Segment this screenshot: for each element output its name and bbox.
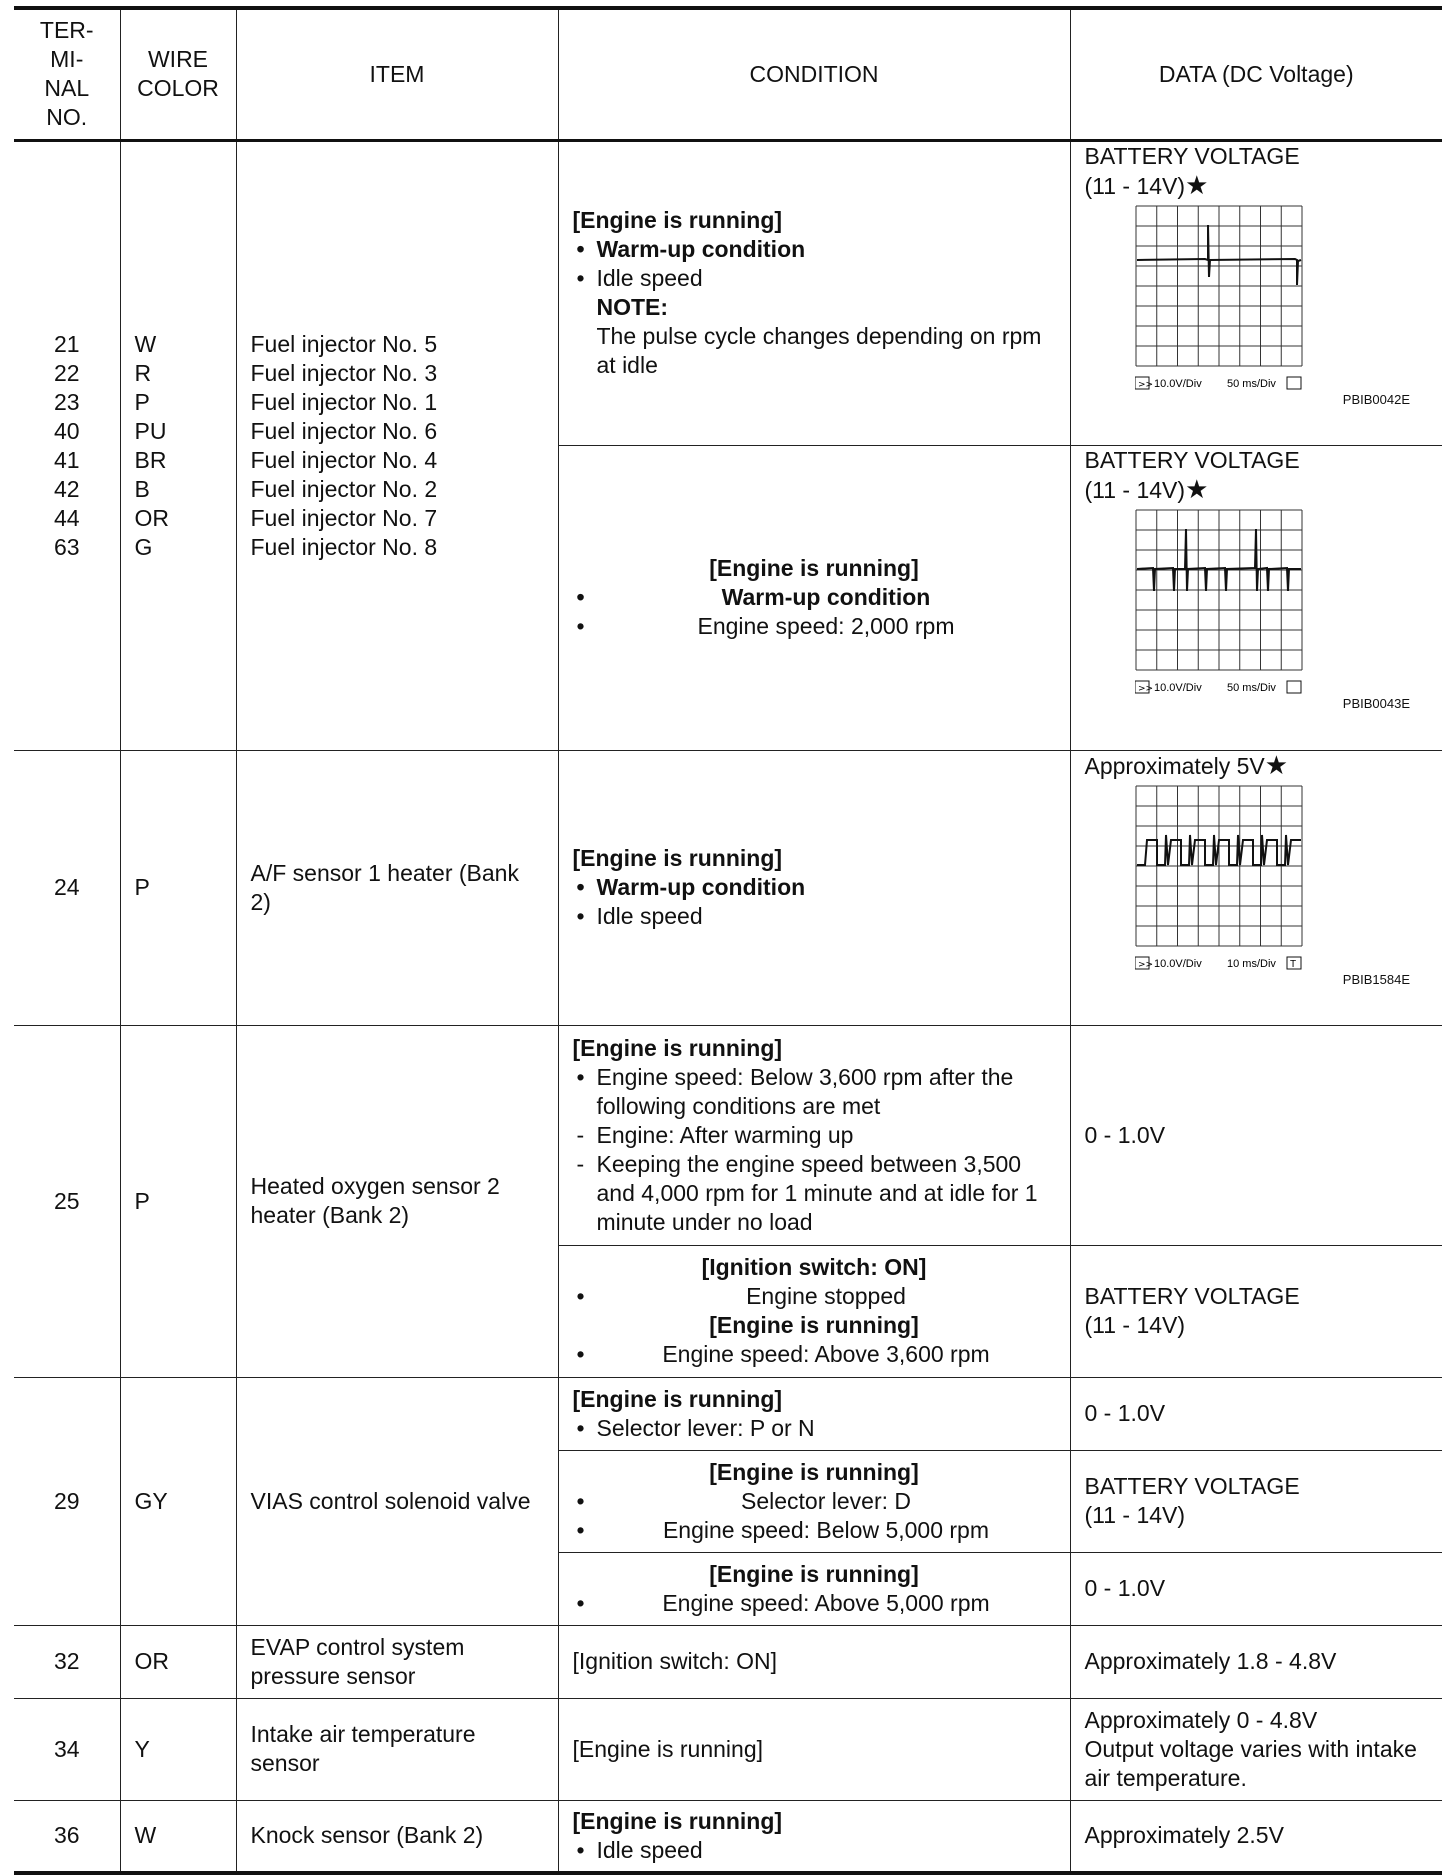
oscilloscope-injector-2000	[1085, 509, 1429, 694]
cell-wire: W	[120, 1800, 236, 1873]
cell-terminal-injectors: 21 22 23 40 41 42 44 63	[14, 140, 120, 750]
cell-item: VIAS control solenoid valve	[236, 1377, 558, 1625]
cell-condition: [Engine is running] • Idle speed	[558, 1800, 1070, 1873]
cell-data: BATTERY VOLTAGE (11 - 14V)	[1070, 1245, 1442, 1377]
cell-item: EVAP control system pressure sensor	[236, 1625, 558, 1698]
cell-wire-injectors: W R P PU BR B OR G	[120, 140, 236, 750]
header-wire-color: WIRE COLOR	[120, 8, 236, 140]
cell-data: 0 - 1.0V	[1070, 1025, 1442, 1245]
scope-trigger-label: T	[1289, 958, 1296, 970]
cell-condition: [Ignition switch: ON] • Engine stopped [Engine is running] • Engine speed: Above 3,600 rpm	[558, 1245, 1070, 1377]
cell-condition: [Engine is running] • Selector lever: D • Engine speed: Below 5,000 rpm	[558, 1450, 1070, 1552]
waveform-graph	[1135, 509, 1305, 694]
table-row-vias-1	[14, 1377, 1442, 1450]
cell-item: A/F sensor 1 heater (Bank 2)	[236, 750, 558, 1025]
scope-time-label: 50 ms/Div	[1226, 681, 1276, 694]
table-row-injectors-1	[14, 140, 1442, 445]
svg-text:>>: >>	[1137, 959, 1153, 970]
cell-condition: [Engine is running] • Selector lever: P or N	[558, 1377, 1070, 1450]
cell-data: 0 - 1.0V	[1070, 1552, 1442, 1625]
waveform-graph	[1135, 205, 1305, 390]
waveform-graph	[1135, 785, 1305, 970]
cell-terminal: 29	[14, 1377, 120, 1625]
svg-text:>>: >>	[1137, 379, 1153, 390]
cell-condition-injectors-2000: [Engine is running] • Warm-up condition • Engine speed: 2,000 rpm	[558, 445, 1070, 750]
table-row-knock	[14, 1800, 1442, 1873]
cell-condition-injectors-idle: [Engine is running] • Warm-up condition • Idle speed NOTE: The pulse cycle changes depending on rpm at idle	[558, 140, 1070, 445]
scope-scale-label: 10.0V/Div	[1153, 681, 1202, 694]
cell-wire: P	[120, 1025, 236, 1377]
cell-terminal: 36	[14, 1800, 120, 1873]
cell-item: Intake air temperature sensor	[236, 1698, 558, 1800]
header-item: ITEM	[236, 8, 558, 140]
cell-item: Knock sensor (Bank 2)	[236, 1800, 558, 1873]
cell-item: Heated oxygen sensor 2 heater (Bank 2)	[236, 1025, 558, 1377]
cell-terminal: 34	[14, 1698, 120, 1800]
cell-data: Approximately 0 - 4.8V Output voltage varies with intake air temperature.	[1070, 1698, 1442, 1800]
figure-code: PBIB0042E	[1342, 391, 1410, 407]
cell-item-injectors: Fuel injector No. 5 Fuel injector No. 3 Fuel injector No. 1 Fuel injector No. 6 Fuel injector No. 4 Fuel injector No. 2 Fuel injector No. 7 Fuel injector No. 8	[236, 140, 558, 750]
cell-data: BATTERY VOLTAGE (11 - 14V)	[1070, 1450, 1442, 1552]
cell-terminal: 25	[14, 1025, 120, 1377]
table-row-iat	[14, 1698, 1442, 1800]
oscilloscope-af-heater	[1085, 785, 1429, 970]
table-row-af-sensor	[14, 750, 1442, 1025]
table-row-ho2s-1	[14, 1025, 1442, 1245]
cell-data-injectors-2000: BATTERY VOLTAGE (11 - 14V) ★ >> 10.0V/Div 50 ms/Div PBIB0043E	[1070, 445, 1442, 750]
cell-terminal: 32	[14, 1625, 120, 1698]
cell-data: Approximately 5V ★ >> 10.0V/Div 10 ms/Div T PBIB1584E	[1070, 750, 1442, 1025]
scope-time-label: 50 ms/Div	[1226, 377, 1276, 390]
scope-time-label: 10 ms/Div	[1226, 957, 1276, 970]
table-header-row	[14, 8, 1442, 140]
scope-scale-label: 10.0V/Div	[1153, 377, 1202, 390]
cell-terminal: 24	[14, 750, 120, 1025]
cell-condition: [Ignition switch: ON]	[558, 1625, 1070, 1698]
cell-wire: GY	[120, 1377, 236, 1625]
oscilloscope-injector-idle	[1085, 205, 1429, 390]
figure-code: PBIB0043E	[1342, 695, 1410, 711]
cell-condition: [Engine is running]	[558, 1698, 1070, 1800]
table-row-evap	[14, 1625, 1442, 1698]
cell-data-injectors-idle: BATTERY VOLTAGE (11 - 14V) ★ >> 10.0V/Div 50 ms/Div PBIB0042E	[1070, 140, 1442, 445]
cell-condition: [Engine is running] • Engine speed: Below 3,600 rpm after the following conditions are met - Engine: After warming up - Keeping the engine speed between 3,500 and 4,000 rpm for 1 minute and at idle for 1 minute under no load	[558, 1025, 1070, 1245]
cell-wire: P	[120, 750, 236, 1025]
figure-code: PBIB1584E	[1342, 971, 1410, 987]
cell-data: 0 - 1.0V	[1070, 1377, 1442, 1450]
terminal-data-table	[14, 6, 1442, 1875]
cell-condition: [Engine is running] • Engine speed: Above 5,000 rpm	[558, 1552, 1070, 1625]
cell-wire: Y	[120, 1698, 236, 1800]
cell-data: Approximately 1.8 - 4.8V	[1070, 1625, 1442, 1698]
header-data: DATA (DC Voltage)	[1070, 8, 1442, 140]
svg-text:>>: >>	[1137, 683, 1153, 694]
header-terminal: TER- MI- NAL NO.	[14, 8, 120, 140]
cell-data: Approximately 2.5V	[1070, 1800, 1442, 1873]
scope-scale-label: 10.0V/Div	[1153, 957, 1202, 970]
cell-wire: OR	[120, 1625, 236, 1698]
cell-condition: [Engine is running] • Warm-up condition • Idle speed	[558, 750, 1070, 1025]
header-condition: CONDITION	[558, 8, 1070, 140]
